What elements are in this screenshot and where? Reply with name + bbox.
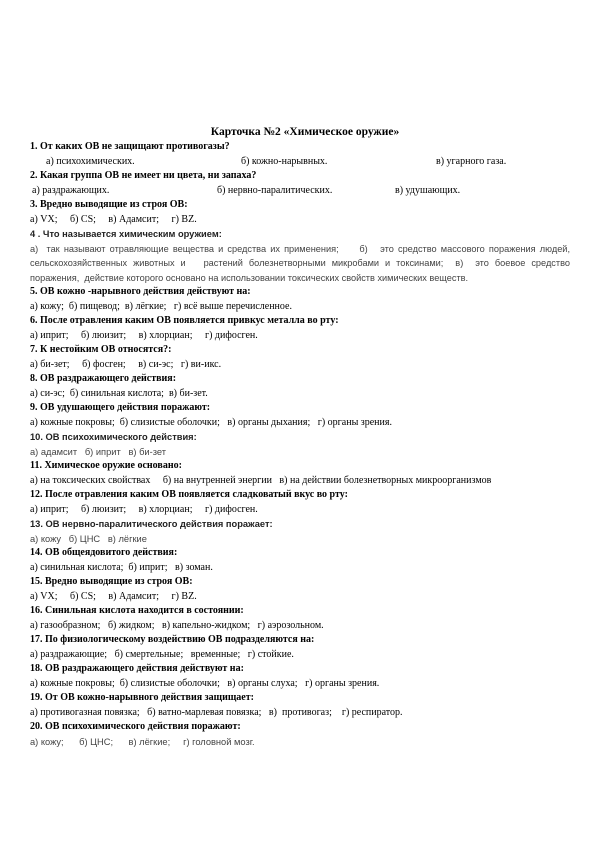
question-3: 3. Вредно выводящие из строя ОВ: — [30, 199, 188, 210]
question-1: 1. От каких ОВ не защищают противогазы? — [30, 141, 230, 152]
question-4: 4 . Что называется химическим оружием: — [30, 229, 222, 239]
answers-3: а) VX; б) CS; в) Адамсит; г) BZ. — [30, 213, 197, 225]
question-7: 7. К нестойким ОВ относятся?: — [30, 344, 172, 355]
answers-10: а) адамсит б) иприт в) би-зет — [30, 446, 166, 457]
answers-13: а) кожу б) ЦНС в) лёгкие — [30, 533, 147, 544]
answers-18: а) кожные покровы; б) слизистые оболочки; в) органы слуха; г) органы зрения. — [30, 677, 380, 689]
answer-2c: в) удушающих. — [395, 184, 461, 196]
question-10: 10. ОВ психохимического действия: — [30, 432, 197, 442]
question-20: 20. ОВ психохимического действия поражают: — [30, 721, 241, 732]
question-17: 17. По физиологическому воздействию ОВ подразделяются на: — [30, 634, 315, 645]
answers-9: а) кожные покровы; б) слизистые оболочки; в) органы дыхания; г) органы зрения. — [30, 416, 392, 428]
question-5: 5. ОВ кожно -нарывного действия действуют на: — [30, 286, 251, 297]
question-6: 6. После отравления каким ОВ появляется привкус металла во рту: — [30, 315, 339, 326]
answers-6: а) иприт; б) люизит; в) хлорциан; г) дифосген. — [30, 329, 258, 341]
answers-15: а) VX; б) CS; в) Адамсит; г) BZ. — [30, 590, 197, 602]
answers-7: а) би-зет; б) фосген; в) си-эс; г) ви-икс. — [30, 358, 222, 370]
question-18: 18. ОВ раздражающего действия действуют на: — [30, 663, 244, 674]
question-8: 8. ОВ раздражающего действия: — [30, 373, 177, 384]
answers-11: а) на токсических свойствах б) на внутренней энергии в) на действии болезнетворных микроорганизмов — [30, 474, 492, 486]
answer-2b: б) нервно-паралитических. — [217, 184, 333, 196]
question-16: 16. Синильная кислота находится в состоянии: — [30, 605, 244, 616]
answer-1c: в) угарного газа. — [436, 155, 507, 167]
answer-1a: а) психохимических. — [46, 155, 135, 167]
answers-1 — [30, 155, 570, 170]
question-19: 19. От ОВ кожно-нарывного действия защищает: — [30, 692, 254, 703]
answers-16: а) газообразном; б) жидком; в) капельно-жидком; г) аэрозольном. — [30, 619, 324, 631]
answer-1b: б) кожно-нарывных. — [241, 155, 328, 167]
answers-20: а) кожу; б) ЦНС; в) лёгкие; г) головной мозг. — [30, 736, 255, 747]
answers-2 — [30, 184, 570, 199]
page-title: Карточка №2 «Химическое оружие» — [210, 126, 400, 138]
answers-19: а) противогазная повязка; б) ватно-марлевая повязка; в) противогаз; г) респиратор. — [30, 706, 403, 718]
question-2: 2. Какая группа ОВ не имеет ни цвета, ни запаха? — [30, 170, 257, 181]
answers-17: а) раздражающие; б) смертельные; временные; г) стойкие. — [30, 648, 294, 660]
answers-4: а) так называют отравляющие вещества и средства их применения; б) это средство массового поражения людей, сельскохозяйственных животных и растений болезнетворными микробами и токсинами; в) это боевое средство поражения, действие которого основано на использовании токсических свойств химических веществ. — [30, 243, 573, 283]
question-13: 13. ОВ нервно-паралитического действия поражает: — [30, 519, 273, 529]
question-15: 15. Вредно выводящие из строя ОВ: — [30, 576, 193, 587]
question-12: 12. После отравления каким ОВ появляется сладковатый вкус во рту: — [30, 489, 348, 500]
answers-8: а) си-эс; б) синильная кислота; в) би-зет. — [30, 387, 208, 399]
answers-14: а) синильная кислота; б) иприт; в) зоман. — [30, 561, 213, 573]
question-9: 9. ОВ удушающего действия поражают: — [30, 402, 211, 413]
question-11: 11. Химическое оружие основано: — [30, 460, 182, 471]
answers-5: а) кожу; б) пищевод; в) лёгкие; г) всё выше перечисленное. — [30, 300, 292, 312]
question-14: 14. ОВ общеядовитого действия: — [30, 547, 178, 558]
answer-2a: а) раздражающих. — [32, 184, 110, 196]
worksheet — [30, 124, 573, 749]
answers-12: а) иприт; б) люизит; в) хлорциан; г) дифосген. — [30, 503, 258, 515]
